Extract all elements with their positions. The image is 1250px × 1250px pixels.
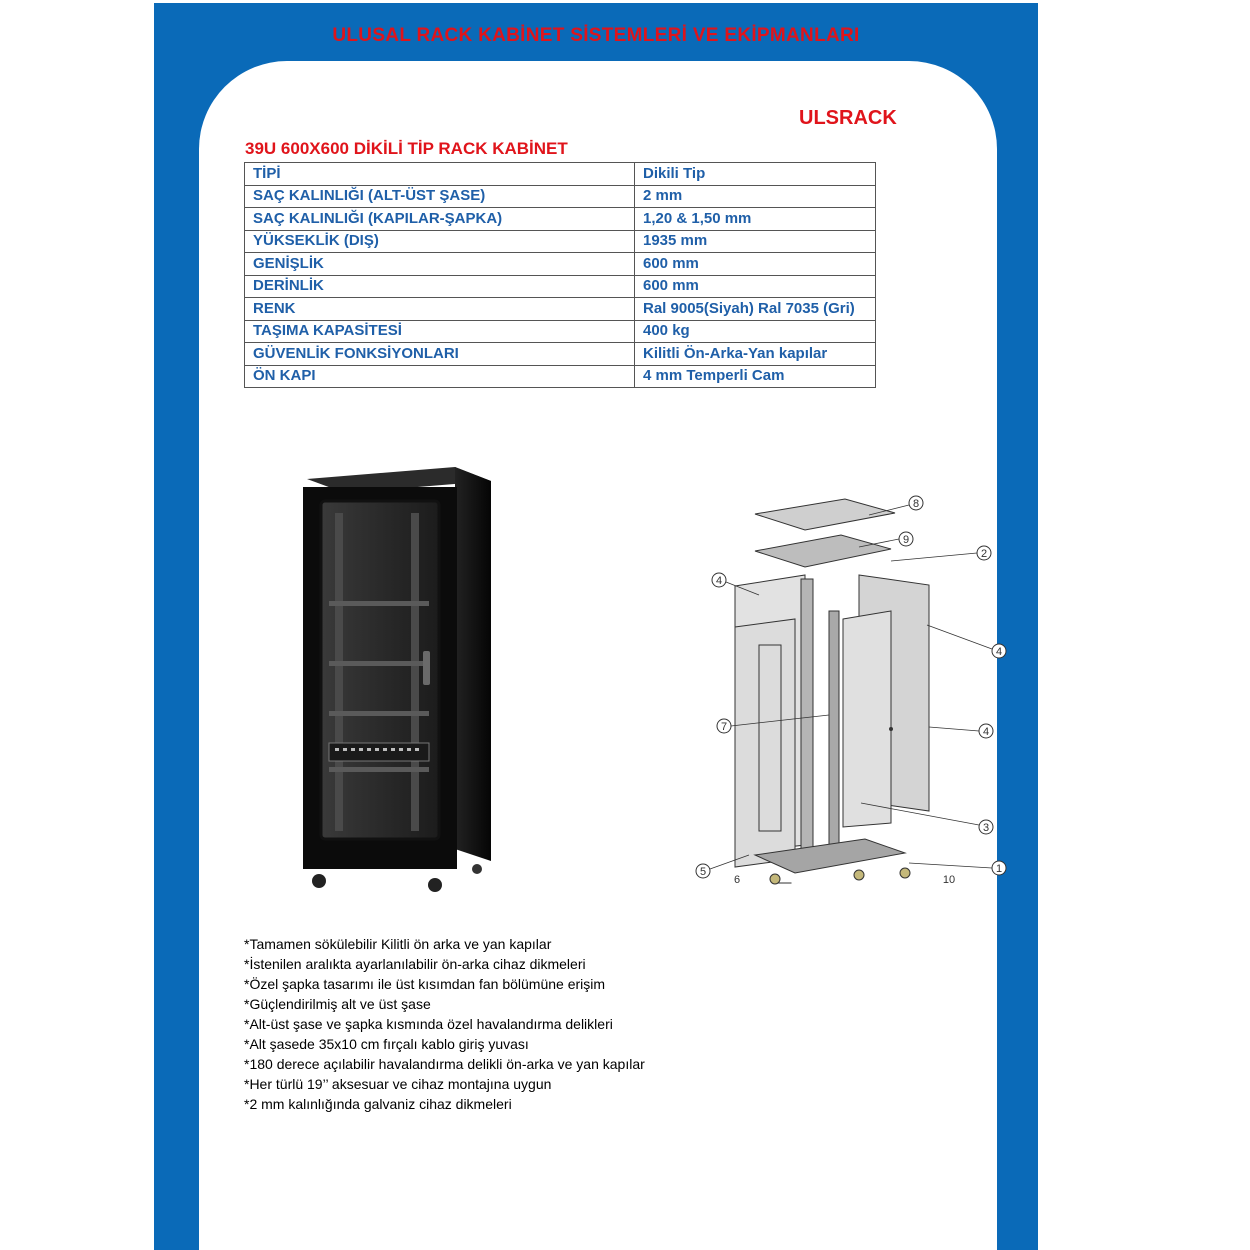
spec-label: TAŞIMA KAPASİTESİ [245,320,635,343]
callout-label: 1 [995,863,1003,875]
feature-item: *Tamamen sökülebilir Kilitli ön arka ve yan kapılar [244,936,552,952]
callout-label: 9 [902,534,910,546]
spec-value: 2 mm [635,185,876,208]
page-sheet [154,3,1038,1250]
spec-value: Ral 9005(Siyah) Ral 7035 (Gri) [635,298,876,321]
spec-row [245,230,876,253]
spec-value: 4 mm Temperli Cam [635,365,876,388]
feature-item: *Güçlendirilmiş alt ve üst şase [244,996,431,1012]
spec-value: 600 mm [635,253,876,276]
callout-label: 7 [720,721,728,733]
content-card [199,61,1003,1250]
spec-label: GÜVENLİK FONKSİYONLARI [245,343,635,366]
spec-row [245,298,876,321]
spec-value: 600 mm [635,275,876,298]
spec-row [245,320,876,343]
callout-label: 6 [733,874,741,885]
spec-label: TİPİ [245,163,635,186]
spec-label: DERİNLİK [245,275,635,298]
feature-list [244,934,645,1114]
spec-row [245,208,876,231]
callout-label: 3 [982,822,990,834]
callout-label: 5 [699,866,707,878]
spec-value: 1935 mm [635,230,876,253]
spec-row [245,253,876,276]
spec-label: GENİŞLİK [245,253,635,276]
callout-label: 4 [995,646,1003,658]
callout-label: 10 [942,874,956,885]
spec-table [244,162,876,388]
exploded-assembly-diagram [629,435,1039,885]
spec-row [245,343,876,366]
feature-item: *İstenilen aralıkta ayarlanılabilir ön-arka cihaz dikmeleri [244,956,586,972]
callout-label: 4 [715,575,723,587]
callout-label: 8 [912,498,920,510]
feature-item: *2 mm kalınlığında galvaniz cihaz dikmeleri [244,1096,512,1112]
spec-label: ÖN KAPI [245,365,635,388]
spec-label: SAÇ KALINLIĞI (ALT-ÜST ŞASE) [245,185,635,208]
feature-item: *Özel şapka tasarımı ile üst kısımdan fan bölümüne erişim [244,976,606,992]
spec-value: 1,20 & 1,50 mm [635,208,876,231]
feature-item: *Alt şasede 35x10 cm fırçalı kablo giriş yuvası [244,1036,529,1052]
spec-label: SAÇ KALINLIĞI (KAPILAR-ŞAPKA) [245,208,635,231]
spec-value: Dikili Tip [635,163,876,186]
brand-name: ULSRACK [799,107,897,129]
spec-label: RENK [245,298,635,321]
spec-label: YÜKSEKLİK (DIŞ) [245,230,635,253]
spec-value: 400 kg [635,320,876,343]
feature-item: *180 derece açılabilir havalandırma delikli ön-arka ve yan kapılar [244,1056,645,1072]
feature-item: *Alt-üst şase ve şapka kısmında özel havalandırma delikleri [244,1016,613,1032]
spec-row [245,163,876,186]
spec-row [245,275,876,298]
callout-label: 2 [980,548,988,560]
spec-row [245,365,876,388]
callout-label: 4 [982,726,990,738]
feature-item: *Her türlü 19’’ aksesuar ve cihaz montajına uygun [244,1076,552,1092]
product-title: 39U 600X600 DİKİLİ TİP RACK KABİNET [245,139,568,158]
spec-row [245,185,876,208]
header-banner: ULUSAL RACK KABİNET SİSTEMLERİ VE EKİPMANLARI [332,25,860,46]
spec-value: Kilitli Ön-Arka-Yan kapılar [635,343,876,366]
rack-cabinet-photo [295,461,495,893]
